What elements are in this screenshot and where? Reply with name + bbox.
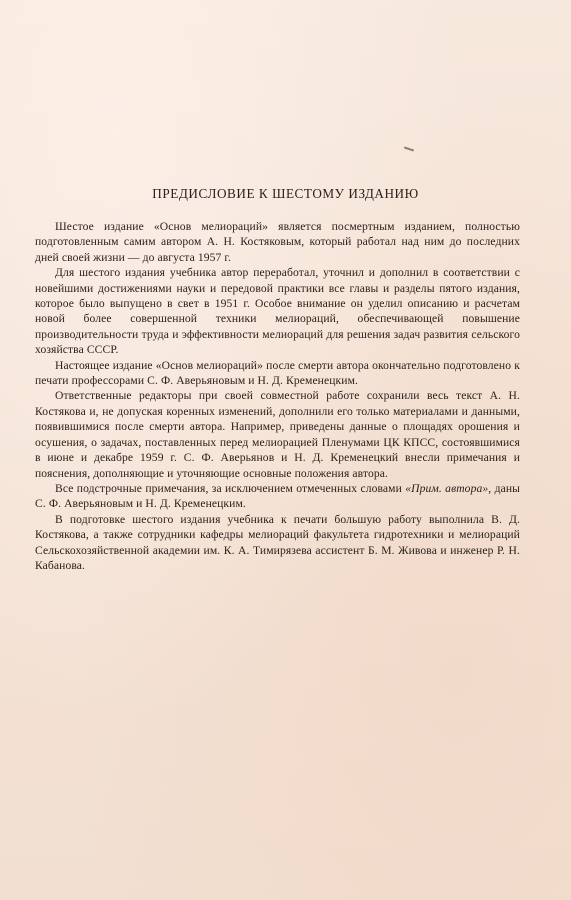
paragraph-5-start: Все подстрочные примечания, за исключением отмеченных словами (55, 481, 406, 495)
paragraph-1: Шестое издание «Основ мелиораций» является посмертным изданием, полностью подготовленным самим автором А. Н. Костяковым, который работал над ним до последних дней своей жизни — до августа 1957 г. (35, 220, 520, 264)
preface-body (35, 219, 520, 573)
paragraph-5-italic: «Прим. автора» (405, 481, 489, 495)
ink-mark (404, 147, 414, 152)
paragraph-5-end: , даны С. Ф. Аверьяновым и Н. Д. Кременецким. (35, 481, 521, 511)
paragraph-3: Настоящее издание «Основ мелиораций» после смерти автора окончательно подготовлено к печати профессорами С. Ф. Аверьяновым и Н. Д. Кременецким. (35, 358, 520, 388)
paragraph-4: Ответственные редакторы при своей совместной работе сохранили весь текст А. Н. Костякова и, не допуская коренных изменений, дополнили его только материалами и данными, появившимися после смерти автора. Например, приведены данные о площадях орошения и осушения, о задачах, поставленных перед мелиорацией Пленумами ЦК КПСС, состоявшимися в июне и декабре 1959 г. С. Ф. Аверьянов и Н. Д. Кременецкий внесли примечания и пояснения, дополняющие и уточняющие основные положения автора. (35, 389, 520, 480)
paragraph-2: Для шестого издания учебника автор переработал, уточнил и дополнил в соответствии с новейшими достижениями науки и передовой практики все главы и разделы пятого издания, которое было выпущено в свет в 1951 г. Особое внимание он уделил описанию и расчетам новой более совершенной техники мелиораций, обеспечивающей повышение производительности труда и эффективности мелиораций для решения задач развития сельского хозяйства СССР. (35, 266, 520, 357)
paragraph-6: В подготовке шестого издания учебника к печати большую работу выполнила В. Д. Костякова, а также сотрудники кафедры мелиораций факультета гидротехники и мелиораций Сельскохозяйственной академии им. К. А. Тимирязева ассистент Б. М. Живова и инженер Р. Н. Кабанова. (35, 512, 520, 572)
page-title: ПРЕДИСЛОВИЕ К ШЕСТОМУ ИЗДАНИЮ (152, 186, 419, 201)
paragraph-5 (35, 481, 520, 512)
